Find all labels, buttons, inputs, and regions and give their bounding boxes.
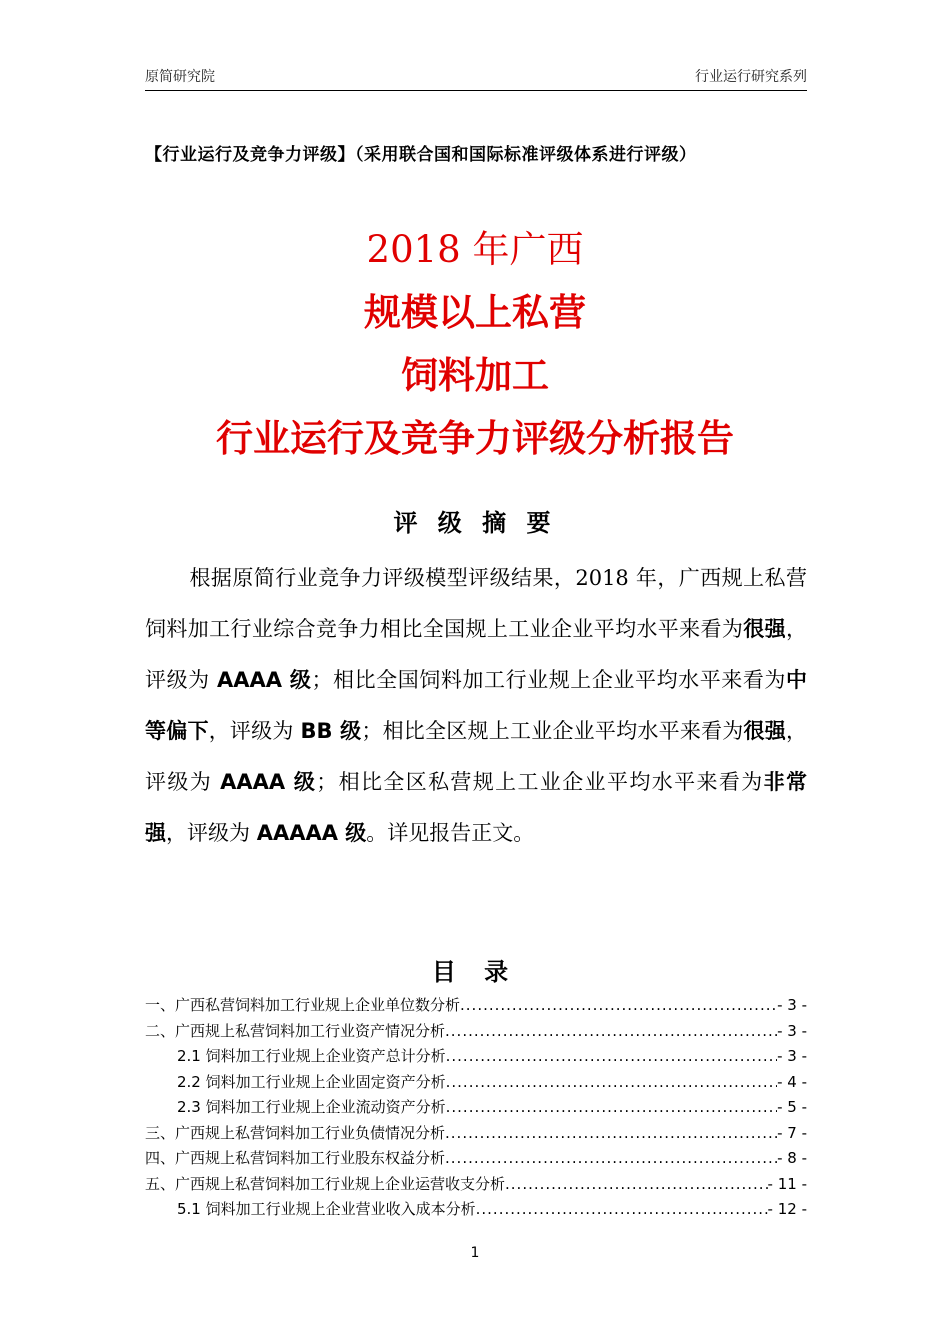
toc-item-title: 2.2 饲料加工行业规上企业固定资产分析 (177, 1072, 446, 1091)
summary-emphasis: AAAAA 级 (256, 821, 367, 845)
toc-item-page: - 3 - (777, 996, 807, 1014)
header-series: 行业运行研究系列 (695, 69, 807, 85)
toc-item-page: - 8 - (777, 1149, 807, 1167)
toc-heading: 目 录 (431, 958, 519, 986)
summary-text: ；相比全区私营规上工业企业平均水平来看为 (316, 770, 764, 794)
toc-item-page: - 4 - (777, 1072, 807, 1091)
page-header (145, 64, 807, 91)
toc-leader (446, 1098, 777, 1116)
toc-item-title: 一、广西私营饲料加工行业规上企业单位数分析 (145, 996, 461, 1014)
toc-item-title: 五、广西规上私营饲料加工行业规上企业运营收支分析 (145, 1174, 506, 1193)
toc-item-page: - 5 - (777, 1098, 807, 1116)
summary-paragraph (145, 553, 807, 859)
summary-text: 。详见报告正文。 (366, 821, 535, 845)
table-of-contents (145, 994, 807, 1224)
toc-item-title: 二、广西规上私营饲料加工行业资产情况分析 (145, 1021, 446, 1040)
toc-item[interactable] (145, 1020, 807, 1046)
toc-item-page: - 11 - (767, 1174, 807, 1193)
title-line-3: 饲料加工 (401, 354, 549, 397)
toc-item-page: - 7 - (777, 1123, 807, 1142)
toc-item[interactable] (145, 1096, 807, 1122)
toc-leader (446, 1073, 777, 1091)
rating-tagline: 【行业运行及竞争力评级】（采用联合国和国际标准评级体系进行评级） (145, 145, 697, 165)
toc-item[interactable] (145, 1045, 807, 1071)
toc-item-title: 2.1 饲料加工行业规上企业资产总计分析 (177, 1047, 446, 1065)
summary-emphasis: 很强 (743, 719, 787, 743)
toc-leader (476, 1200, 768, 1218)
toc-item[interactable] (145, 994, 807, 1020)
toc-item[interactable] (145, 1198, 807, 1224)
summary-text: ，评级为 (145, 617, 807, 692)
header-organization: 原简研究院 (145, 69, 215, 85)
toc-item-title: 5.1 饲料加工行业规上企业营业收入成本分析 (177, 1200, 476, 1218)
toc-item-page: - 12 - (767, 1200, 807, 1218)
summary-text: ，评级为 (166, 821, 257, 845)
summary-text: ；相比全国饲料加工行业规上企业平均水平来看为 (311, 668, 786, 692)
toc-item[interactable] (145, 1147, 807, 1173)
toc-item-title: 2.3 饲料加工行业规上企业流动资产分析 (177, 1098, 446, 1116)
summary-emphasis: AAAA 级 (220, 770, 317, 794)
toc-item-title: 四、广西规上私营饲料加工行业股东权益分析 (145, 1149, 446, 1167)
summary-emphasis: 中等偏下 (145, 668, 807, 743)
toc-item-title: 三、广西规上私营饲料加工行业负债情况分析 (145, 1123, 446, 1142)
title-line-2: 规模以上私营 (364, 291, 586, 334)
toc-leader (445, 1124, 777, 1142)
summary-emphasis: AAAA 级 (216, 668, 312, 692)
toc-leader (460, 996, 777, 1014)
toc-item[interactable] (145, 1071, 807, 1097)
title-line-4: 行业运行及竞争力评级分析报告 (216, 417, 734, 460)
toc-item-page: - 3 - (777, 1021, 807, 1040)
summary-emphasis: BB 级 (300, 719, 362, 743)
summary-text: ；相比全区规上工业企业平均水平来看为 (361, 719, 744, 743)
toc-item[interactable] (145, 1173, 807, 1199)
toc-leader (445, 1149, 777, 1167)
summary-emphasis: 非常强 (145, 770, 807, 845)
toc-item[interactable] (145, 1122, 807, 1148)
summary-text: 根据原简行业竞争力评级模型评级结果，2018 年，广西规上私营饲料加工行业综合竞争力相比全国规上工业企业平均水平来看为 (145, 566, 807, 641)
summary-text: ，评级为 (145, 719, 808, 794)
toc-item-page: - 3 - (777, 1047, 807, 1065)
toc-leader (446, 1047, 777, 1065)
summary-text: ，评级为 (208, 719, 301, 743)
toc-leader (505, 1175, 768, 1193)
summary-heading: 评 级 摘 要 (393, 509, 557, 537)
summary-emphasis: 很强 (743, 617, 786, 641)
title-line-1: 2018 年广西 (366, 228, 584, 271)
toc-leader (445, 1022, 777, 1040)
page-number: 1 (470, 1245, 480, 1261)
report-title (0, 218, 950, 470)
